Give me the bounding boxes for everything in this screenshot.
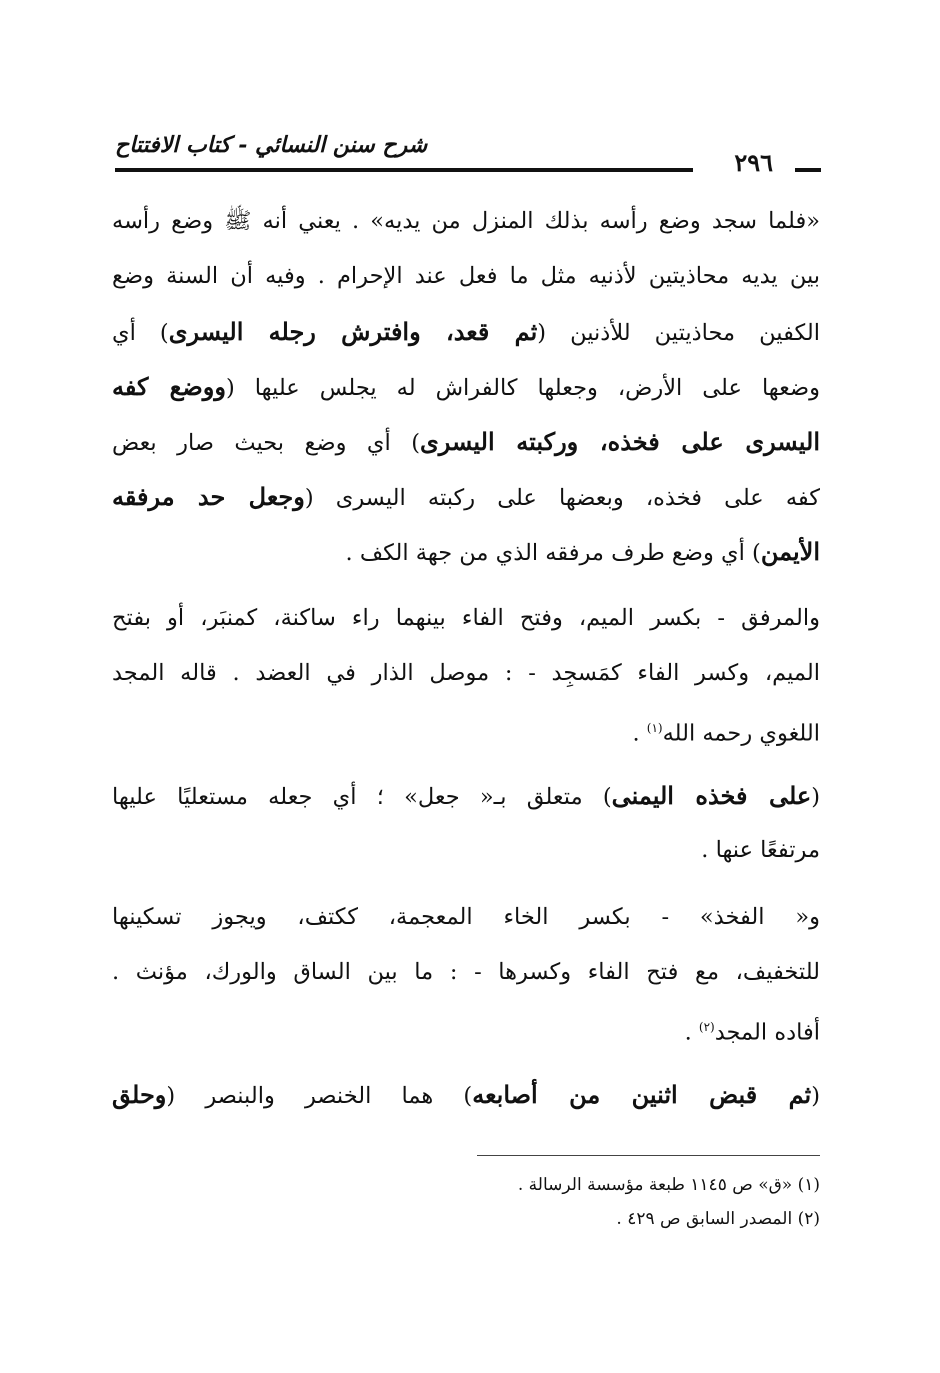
text-line: للتخفيف، مع فتح الفاء وكسرها - : ما بين الساق والورك، مؤنث . bbox=[112, 959, 820, 985]
footnote-ref[interactable]: (٢) bbox=[698, 1020, 715, 1034]
text-line: الميم، وكسر الفاء كمَسجِد - : موصل الذار في العضد . قاله المجد bbox=[112, 660, 820, 686]
hadith-quote: على فخذه اليمنى bbox=[611, 781, 812, 810]
hadith-quote: ثم قبض اثنين من أصابعه bbox=[472, 1080, 812, 1109]
text-line: والمرفق - بكسر الميم، وفتح الفاء بينهما راء ساكنة، كمنبَر، أو بفتح bbox=[112, 605, 820, 631]
text-line: وضعها على الأرض، وجعلها كالفراش له يجلس عليها (ووضع كفه bbox=[112, 372, 820, 401]
text-line: أفاده المجد$^{(٢)}$ . bbox=[684, 1019, 820, 1046]
text-line: الأيمن) أي وضع طرف مرفقه الذي من جهة الكف . bbox=[345, 537, 820, 566]
hadith-quote: اليسرى على فخذه، وركبته اليسرى bbox=[419, 427, 820, 456]
hadith-quote: وحلق bbox=[112, 1080, 167, 1109]
hadith-quote: الأيمن bbox=[760, 537, 820, 566]
hadith-quote: وجعل حد مرفقه bbox=[112, 482, 305, 511]
page-number: ٢٩٦ bbox=[734, 148, 773, 177]
text-line: بين يديه محاذيتين لأذنيه مثل ما فعل عند الإحرام . وفيه أن السنة وضع bbox=[112, 263, 820, 289]
text-line: و« الفخذ» - بكسر الخاء المعجمة، ككتف، ويجوز تسكينها bbox=[112, 904, 820, 930]
text-line: «فلما سجد وضع رأسه بذلك المنزل من يديه» . يعني أنه ﷺ وضع رأسه bbox=[112, 208, 820, 234]
hadith-quote: ووضع كفه bbox=[112, 372, 226, 401]
header-rule bbox=[115, 168, 693, 172]
footnote-rule bbox=[477, 1155, 820, 1156]
body-text bbox=[112, 194, 820, 1122]
text-line: الكفين محاذيتين للأذنين (ثم قعد، وافترش رجله اليسرى) أي bbox=[112, 317, 820, 346]
footnote: (٢) المصدر السابق ص ٤٢٩ . bbox=[616, 1209, 820, 1229]
text-line: اليسرى على فخذه، وركبته اليسرى) أي وضع بحيث صار بعض bbox=[112, 427, 820, 456]
text-line: (على فخذه اليمنى) متعلق بـ« جعل» ؛ أي جعله مستعليًا عليها bbox=[112, 781, 820, 810]
text-line: (ثم قبض اثنين من أصابعه) هما الخنصر والبنصر (وحلق bbox=[112, 1080, 820, 1109]
page-header bbox=[115, 128, 821, 188]
footnote-ref[interactable]: (١) bbox=[646, 721, 663, 735]
text-line: مرتفعًا عنها . bbox=[701, 837, 820, 863]
header-rule-short bbox=[795, 168, 821, 172]
running-title: شرح سنن النسائي - كتاب الافتتاح bbox=[115, 132, 428, 158]
hadith-quote: ثم قعد، وافترش رجله اليسرى bbox=[168, 317, 538, 346]
text-line: اللغوي رحمه الله$^{(١)}$ . bbox=[632, 720, 820, 747]
footnote: (١) «ق» ص ١١٤٥ طبعة مؤسسة الرسالة . bbox=[517, 1175, 820, 1195]
footnotes bbox=[260, 1168, 820, 1236]
text-line: كفه على فخذه، وبعضها على ركبته اليسرى (وجعل حد مرفقه bbox=[112, 482, 820, 511]
